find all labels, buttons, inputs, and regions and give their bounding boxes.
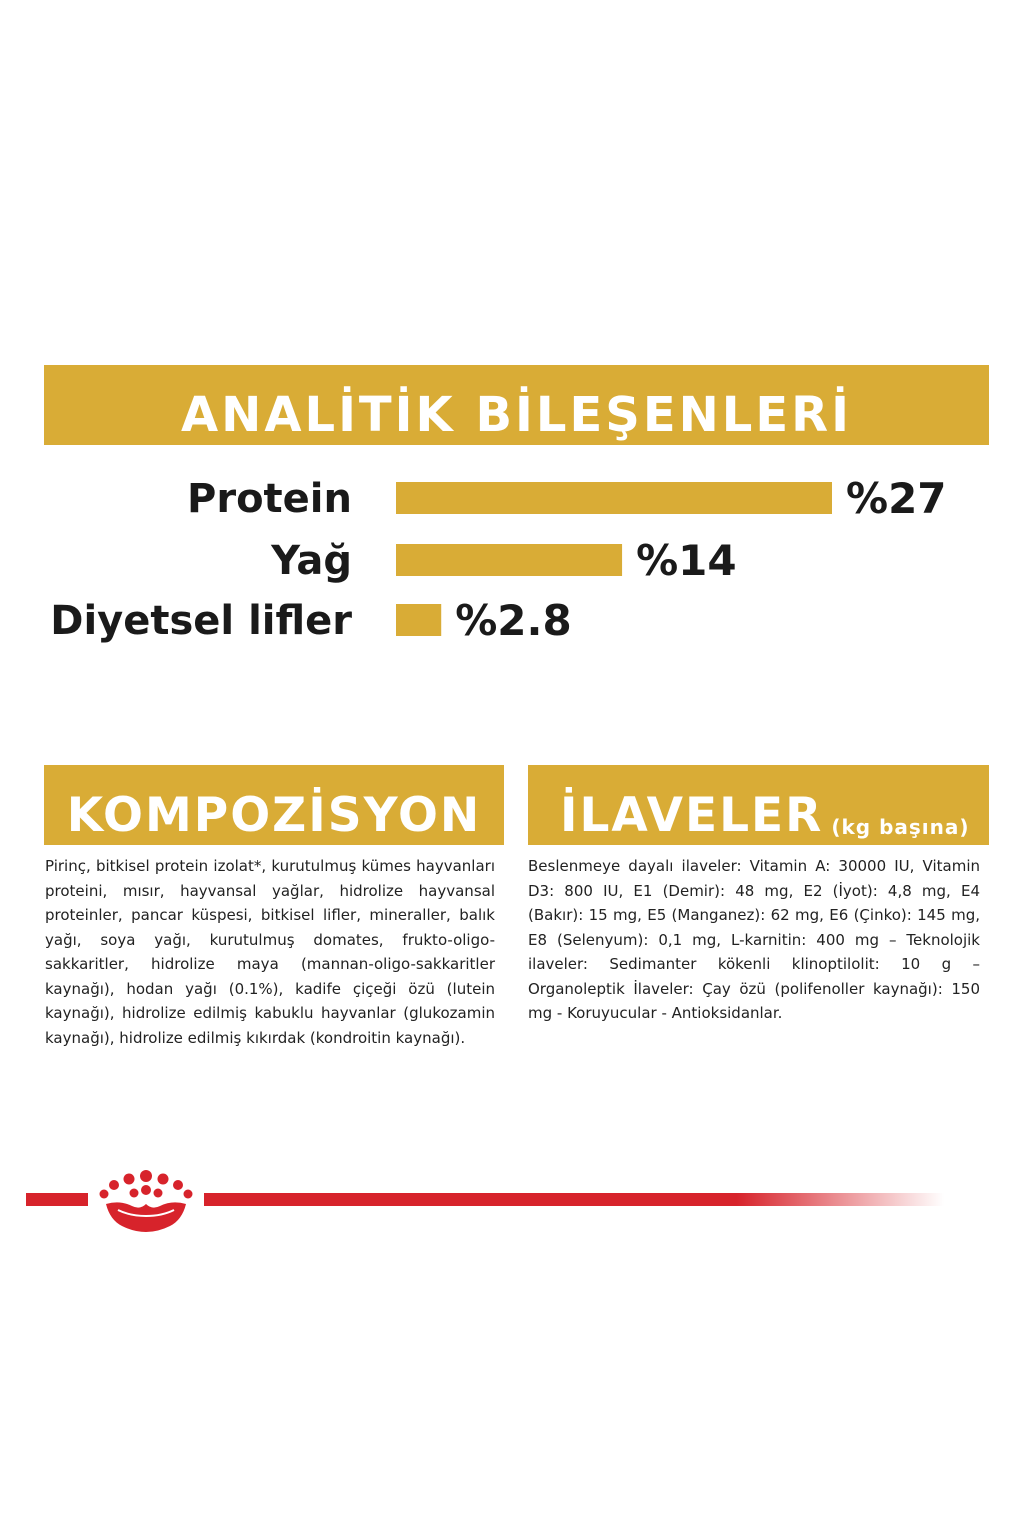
composition-text: Pirinç, bitkisel protein izolat*, kurutulmuş kümes hayvanları proteini, mısır, hayvansal yağlar, hidrolize hayvansal proteinler, pancar küspesi, bitkisel lifler, mineraller, balık yağı, soya yağı, kurutulmuş domates, frukto-oligo-sakkaritler, hidrolize maya (mannan-oligo-sakkaritler kaynağı), hodan yağı (0.1%), kadife çiçeği özü (lutein kaynağı), hidrolize edilmiş kabuklu hayvanlar (glukozamin kaynağı), hidrolize edilmiş kıkırdak (kondroitin kaynağı). xyxy=(45,857,495,1047)
crown-logo-icon xyxy=(100,1170,193,1232)
analytic-header-banner xyxy=(44,365,989,445)
value-label: %2.8 xyxy=(455,596,572,645)
nutrient-bar-chart xyxy=(0,460,1024,660)
category-label: Diyetsel lifler xyxy=(50,598,352,644)
brand-footer xyxy=(0,1160,1024,1240)
additives-header-banner xyxy=(528,765,989,845)
bar xyxy=(396,604,441,636)
value-label: %27 xyxy=(846,474,947,523)
additives-subtitle: (kg başına) xyxy=(831,815,970,839)
category-label: Yağ xyxy=(271,538,352,584)
additives-title: İLAVELER xyxy=(560,787,824,843)
bar xyxy=(396,482,832,514)
additives-text: Beslenmeye dayalı ilaveler: Vitamin A: 30000 IU, Vitamin D3: 800 IU, E1 (Demir): 48 mg, E2 (İyot): 4,8 mg, E4 (Bakır): 15 mg, E5 (Manganez): 62 mg, E6 (Çinko): 145 mg, E8 (Selenyum): 0,1 mg, L-karnitin: 400 mg – Teknolojik ilaveler: Sedimanter kökenli klinoptilolit: 10 g – Organoleptik İlaveler: Çay özü (polifenoller kaynağı): 150 mg - Koruyucular - Antioksidanlar. xyxy=(528,857,980,1022)
composition-title: KOMPOZİSYON xyxy=(66,787,482,843)
bar xyxy=(396,544,622,576)
footer-line-left xyxy=(26,1193,88,1206)
footer-line-right xyxy=(204,1193,944,1206)
analytic-title: ANALİTİK BİLEŞENLERİ xyxy=(181,387,852,443)
composition-header-banner xyxy=(44,765,504,845)
value-label: %14 xyxy=(636,536,737,585)
category-label: Protein xyxy=(187,476,352,522)
